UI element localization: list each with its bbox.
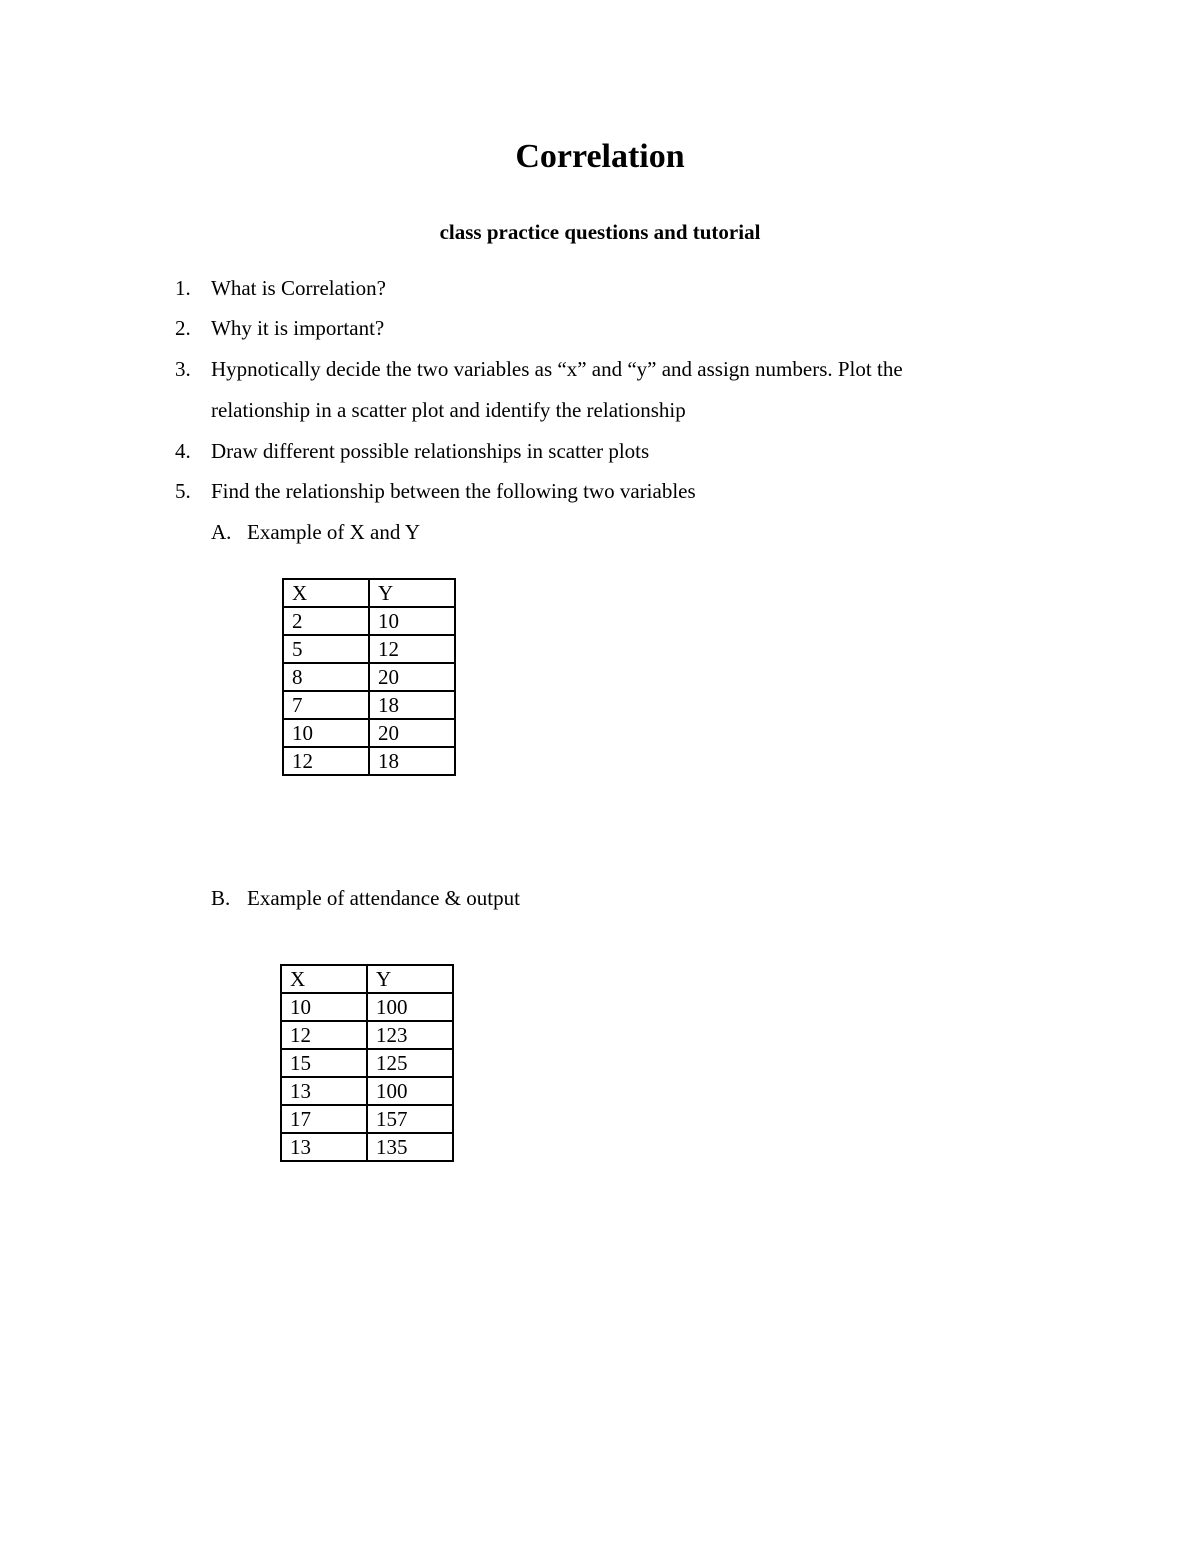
question-text: Find the relationship between the following two variables — [211, 479, 696, 503]
table-cell: 10 — [369, 607, 455, 635]
table-cell: 18 — [369, 691, 455, 719]
table-cell: 8 — [283, 663, 369, 691]
table-cell: 12 — [281, 1021, 367, 1049]
page-title: Correlation — [515, 138, 685, 175]
table-attendance-output — [280, 964, 454, 1162]
table-row — [281, 993, 453, 1021]
table-header-cell: X — [283, 579, 369, 607]
table-cell: 10 — [281, 993, 367, 1021]
page-subtitle: class practice questions and tutorial — [439, 220, 761, 244]
table-cell: 13 — [281, 1077, 367, 1105]
question-number: 2. — [175, 316, 191, 340]
table-cell: 12 — [369, 635, 455, 663]
table-cell: 100 — [367, 993, 453, 1021]
table-x-y — [282, 578, 456, 776]
question-text: relationship in a scatter plot and identify the relationship — [211, 398, 686, 422]
table-cell: 13 — [281, 1133, 367, 1161]
table-cell: 12 — [283, 747, 369, 775]
table-row — [283, 747, 455, 775]
table-cell: 135 — [367, 1133, 453, 1161]
table-cell: 15 — [281, 1049, 367, 1077]
question-text: Draw different possible relationships in scatter plots — [211, 439, 650, 463]
question-number: 5. — [175, 479, 191, 503]
table-cell: 100 — [367, 1077, 453, 1105]
table-row — [283, 635, 455, 663]
table-row — [283, 691, 455, 719]
table-cell: 20 — [369, 719, 455, 747]
table-row — [283, 663, 455, 691]
question-text: Why it is important? — [211, 316, 385, 340]
question-number: 4. — [175, 439, 191, 463]
table-row — [281, 1077, 453, 1105]
table-row — [281, 1105, 453, 1133]
table-cell: 17 — [281, 1105, 367, 1133]
section-label: Example of X and Y — [247, 520, 421, 544]
table-row — [281, 1133, 453, 1161]
section-letter: B. — [211, 886, 231, 910]
question-number: 1. — [175, 276, 191, 300]
table-header-row — [283, 579, 455, 607]
table-row — [283, 607, 455, 635]
section-label: Example of attendance & output — [247, 886, 520, 910]
table-cell: 2 — [283, 607, 369, 635]
question-number: 3. — [175, 357, 191, 381]
table-cell: 157 — [367, 1105, 453, 1133]
table-row — [281, 1021, 453, 1049]
table-cell: 7 — [283, 691, 369, 719]
table-cell: 20 — [369, 663, 455, 691]
table-cell: 10 — [283, 719, 369, 747]
table-row — [283, 719, 455, 747]
table-header-cell: X — [281, 965, 367, 993]
table-header-cell: Y — [367, 965, 453, 993]
table-header-cell: Y — [369, 579, 455, 607]
table-cell: 18 — [369, 747, 455, 775]
section-letter: A. — [211, 520, 232, 544]
table-row — [281, 1049, 453, 1077]
table-header-row — [281, 965, 453, 993]
question-text: Hypnotically decide the two variables as “x” and “y” and assign numbers. Plot the — [211, 357, 903, 381]
question-text: What is Correlation? — [211, 276, 386, 300]
table-cell: 123 — [367, 1021, 453, 1049]
table-cell: 5 — [283, 635, 369, 663]
table-cell: 125 — [367, 1049, 453, 1077]
